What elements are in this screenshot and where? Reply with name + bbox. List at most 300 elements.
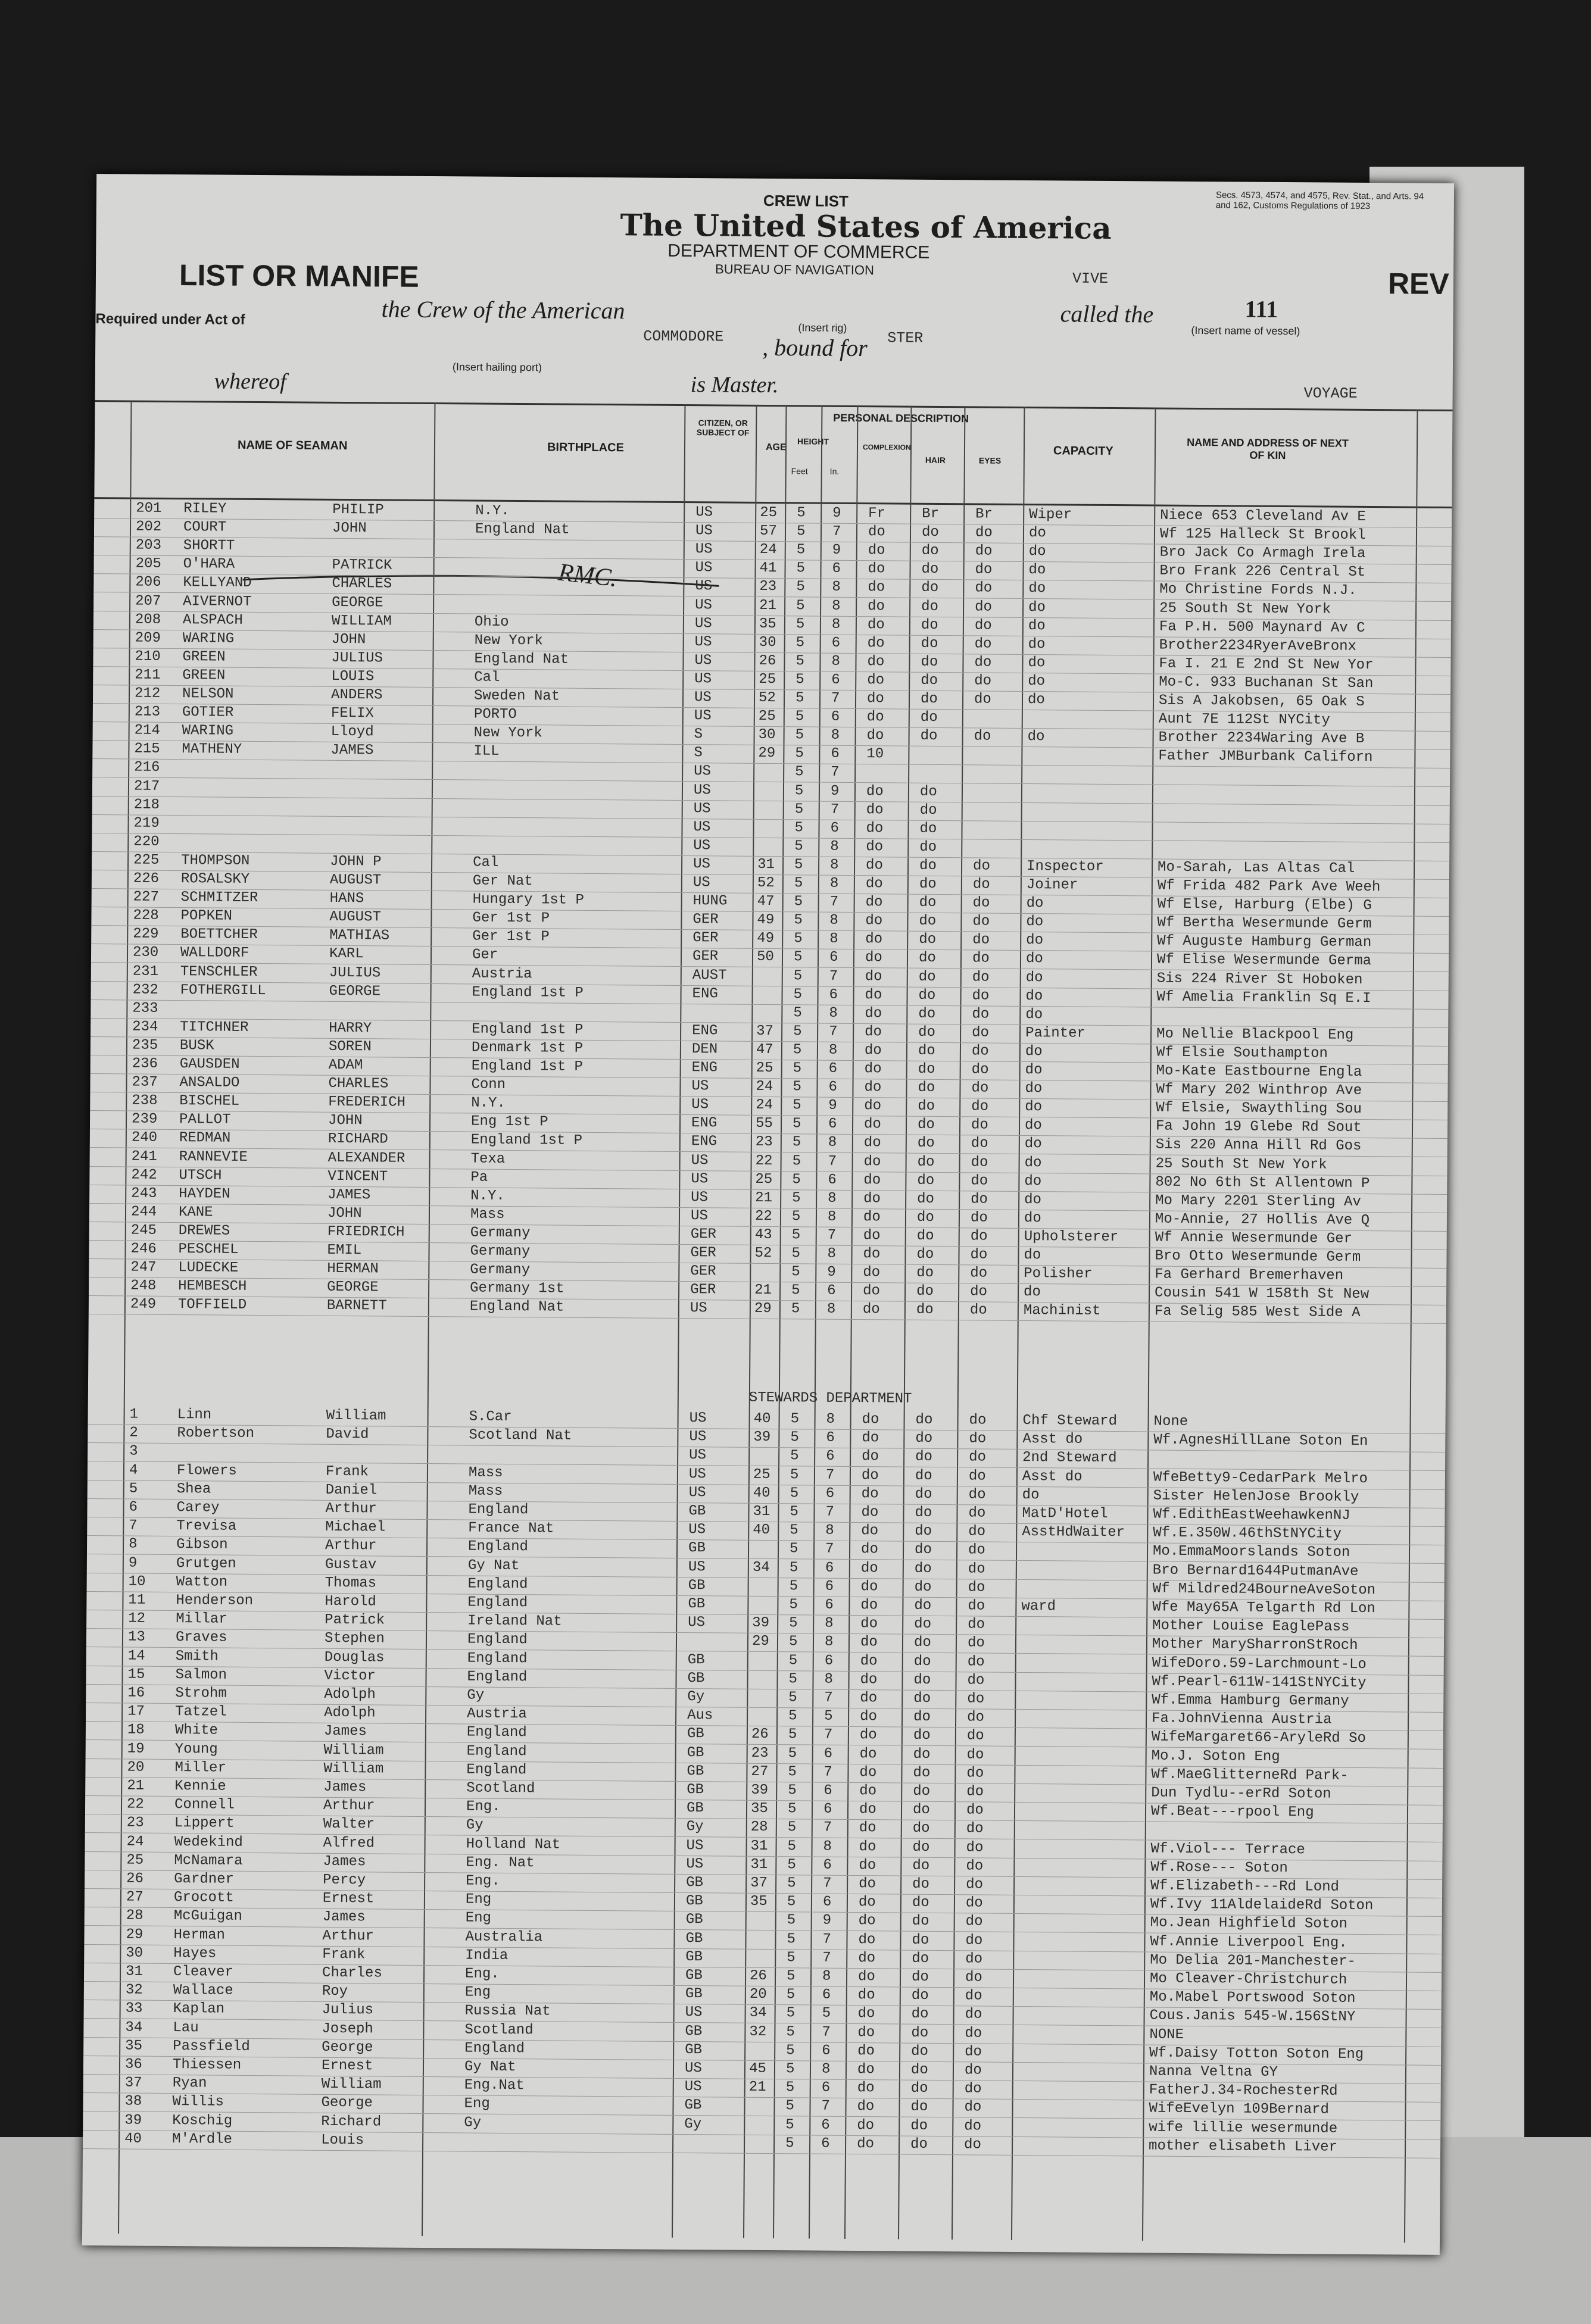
- cell-no: 4: [129, 1462, 138, 1479]
- cell-eyes: do: [968, 1505, 986, 1522]
- cell-ft: 5: [785, 2135, 794, 2152]
- cell-cit: US: [691, 1078, 709, 1095]
- cell-cit: GER: [690, 1245, 716, 1261]
- cell-age: 55: [755, 1116, 773, 1132]
- cell-no: 13: [127, 1629, 145, 1646]
- cell-ft: 5: [796, 616, 805, 632]
- cell-hair: do: [915, 1523, 932, 1540]
- cell-eyes: do: [964, 2081, 982, 2097]
- cell-in: 6: [828, 1172, 837, 1188]
- cell-hair: do: [919, 932, 937, 948]
- cell-in: 7: [829, 968, 838, 985]
- cell-last: SCHMITZER: [180, 889, 258, 907]
- cell-comp: do: [864, 1042, 882, 1059]
- cell-hair: do: [914, 1579, 932, 1595]
- cell-hair: do: [913, 1783, 931, 1800]
- cell-cit: US: [693, 782, 711, 798]
- cell-eyes: do: [974, 673, 992, 689]
- cell-kin: Wf.Pearl-611W-141StNYCity: [1152, 1673, 1367, 1691]
- cell-eyes: do: [965, 1932, 983, 1949]
- bureau: BUREAU OF NAVIGATION: [715, 261, 875, 278]
- cell-last: Kennie: [174, 1778, 226, 1795]
- cell-ft: 5: [796, 653, 804, 670]
- cell-cap: Asst do: [1022, 1468, 1082, 1485]
- cell-eyes: do: [975, 580, 993, 596]
- cell-hair: do: [918, 1098, 935, 1115]
- cell-in: 8: [827, 1245, 837, 1262]
- cell-ft: 5: [788, 1633, 798, 1650]
- cell-cap: do: [1024, 1284, 1041, 1301]
- cell-no: 24: [126, 1833, 144, 1850]
- cell-age: 23: [751, 1745, 769, 1761]
- cell-eyes: do: [971, 1117, 988, 1133]
- cell-eyes: do: [966, 1802, 984, 1819]
- cell-age: 35: [750, 1801, 768, 1817]
- cell-first: FELIX: [330, 705, 374, 722]
- cell-comp: do: [859, 1820, 876, 1836]
- cell-comp: do: [866, 727, 884, 744]
- cell-comp: do: [857, 2080, 875, 2097]
- cell-comp: do: [868, 579, 885, 596]
- cell-comp: do: [859, 1838, 876, 1855]
- cell-cap: do: [1026, 914, 1044, 930]
- cell-hair: do: [916, 1227, 934, 1244]
- cell-no: 239: [131, 1111, 158, 1128]
- cell-birth: Scotland: [466, 1780, 535, 1797]
- cell-eyes: do: [968, 1616, 985, 1633]
- cell-birth: ILL: [473, 743, 500, 760]
- cell-age: 29: [758, 745, 776, 762]
- cell-last: Wedekind: [174, 1833, 243, 1851]
- table-header: [94, 400, 1452, 508]
- cell-in: 8: [824, 1671, 834, 1688]
- cell-ft: 5: [794, 912, 803, 929]
- cell-first: William: [323, 1760, 384, 1778]
- cell-eyes: do: [965, 1969, 982, 1986]
- cell-hair: do: [916, 1283, 934, 1300]
- cell-no: 40: [124, 2131, 142, 2147]
- cell-birth: Eng.Nat: [464, 2077, 525, 2094]
- cell-in: 7: [828, 1153, 837, 1170]
- cell-last: NELSON: [182, 686, 234, 702]
- cell-birth: Australia: [465, 1929, 543, 1945]
- cell-no: 231: [132, 963, 159, 980]
- cell-comp: do: [863, 1227, 881, 1244]
- cell-cap: MatD'Hotel: [1022, 1505, 1108, 1522]
- cell-birth: New York: [474, 632, 544, 649]
- cell-in: 6: [821, 2117, 830, 2134]
- cell-kin: Wf.Daisy Totton Soton Eng: [1149, 2045, 1364, 2063]
- cell-hair: do: [919, 876, 937, 892]
- cell-hair: do: [920, 709, 938, 726]
- cell-birth: England: [466, 1743, 527, 1760]
- cell-cit: US: [685, 2004, 703, 2021]
- cell-no: 17: [127, 1703, 145, 1720]
- cell-no: 12: [128, 1610, 146, 1627]
- cell-ft: 5: [794, 838, 803, 855]
- cell-comp: do: [859, 1783, 877, 1800]
- cell-birth: Germany: [470, 1225, 531, 1242]
- cell-comp: do: [863, 1153, 881, 1170]
- cell-cit: GB: [685, 1986, 703, 2003]
- cell-comp: do: [863, 1283, 881, 1300]
- cell-last: SHORTT: [183, 538, 235, 554]
- cell-cit: GB: [688, 1577, 706, 1594]
- cell-eyes: do: [965, 1913, 983, 1930]
- cell-comp: do: [858, 1913, 876, 1929]
- cell-kin: Mother Louise EaglePass: [1152, 1617, 1350, 1636]
- cell-comp: do: [866, 709, 884, 726]
- cell-no: 14: [127, 1648, 145, 1664]
- cell-cit: US: [694, 633, 712, 651]
- cell-comp: do: [860, 1578, 878, 1595]
- cell-comp: do: [857, 2042, 875, 2060]
- cell-age: 32: [749, 2023, 767, 2040]
- cell-age: 35: [750, 1894, 768, 1910]
- cell-no: 244: [130, 1204, 157, 1220]
- cell-in: 6: [828, 1116, 837, 1133]
- cell-first: AUGUST: [329, 909, 381, 926]
- cell-cit: GER: [690, 1282, 716, 1298]
- cell-in: 6: [829, 986, 838, 1003]
- cell-cap: do: [1025, 1062, 1043, 1079]
- cell-comp: do: [858, 1894, 876, 1911]
- cell-in: 6: [827, 1282, 836, 1299]
- cell-age: 39: [751, 1782, 769, 1799]
- cell-first: Gustav: [325, 1556, 377, 1573]
- cell-no: 218: [133, 796, 160, 813]
- cell-no: 8: [129, 1536, 138, 1553]
- cell-age: 40: [753, 1485, 770, 1501]
- cell-first: JOHN P: [330, 853, 382, 870]
- cell-cit: US: [684, 2079, 702, 2095]
- cell-first: Percy: [323, 1872, 366, 1889]
- cell-kin: 802 No 6th St Allentown P: [1155, 1174, 1370, 1192]
- cell-in: 7: [822, 2024, 831, 2041]
- cell-first: CHARLES: [328, 1075, 389, 1092]
- cell-cap: do: [1025, 951, 1043, 967]
- cell-ft: 5: [786, 1968, 796, 1985]
- cell-kin: Brother2234RyerAveBronx: [1159, 637, 1357, 655]
- cell-in: 7: [825, 1541, 834, 1558]
- cell-eyes: do: [966, 1820, 984, 1837]
- cell-birth: S.Car: [469, 1408, 512, 1426]
- cell-hair: do: [918, 1061, 935, 1077]
- cell-eyes: do: [968, 1598, 985, 1614]
- cell-in: 8: [830, 857, 839, 873]
- cell-no: 211: [135, 667, 161, 683]
- cell-birth: England: [467, 1631, 528, 1648]
- cell-cap: do: [1024, 1210, 1041, 1226]
- col-eyes: EYES: [978, 455, 1002, 466]
- cell-first: PATRICK: [332, 557, 392, 574]
- voyage-label: VOYAGE: [1303, 385, 1358, 402]
- cell-hair: do: [919, 839, 937, 855]
- cell-cit: GB: [688, 1596, 706, 1613]
- cell-in: 8: [831, 727, 840, 744]
- col-height: HEIGHT: [797, 436, 829, 446]
- cell-last: Willis: [172, 2094, 224, 2111]
- cell-cit: US: [689, 1410, 707, 1427]
- cell-no: 208: [135, 611, 161, 628]
- country-title: The United States of America: [620, 207, 1112, 246]
- cell-kin: Wf Mildred24BourneAveSoton: [1152, 1580, 1376, 1598]
- cell-last: HAYDEN: [179, 1185, 230, 1202]
- cell-in: 8: [822, 1968, 831, 1985]
- cell-in: 6: [828, 1079, 837, 1095]
- cell-ft: 5: [790, 1448, 799, 1464]
- cell-in: 8: [826, 1411, 835, 1427]
- cell-first: BARNETT: [326, 1298, 387, 1314]
- cell-last: WARING: [182, 630, 235, 647]
- cell-age: 25: [753, 1466, 770, 1483]
- cell-cit: Gy: [686, 1819, 704, 1835]
- cell-last: Tatzel: [175, 1704, 227, 1720]
- cell-kin: Wf Elise Wesermunde Germa: [1156, 951, 1372, 970]
- cell-kin: Mo.J. Soton Eng: [1151, 1748, 1280, 1765]
- cell-last: Koschig: [172, 2112, 233, 2129]
- cell-comp: do: [866, 838, 884, 855]
- cell-no: 203: [135, 537, 162, 554]
- cell-hair: do: [912, 1820, 930, 1837]
- cell-first: WILLIAM: [331, 613, 392, 630]
- cell-first: William: [323, 1742, 384, 1759]
- cell-in: 8: [830, 838, 839, 855]
- cell-cit: GB: [686, 1875, 704, 1891]
- cell-eyes: do: [972, 895, 990, 911]
- cell-cit: US: [691, 1170, 709, 1187]
- cell-in: 9: [830, 783, 840, 799]
- cell-ft: 5: [794, 782, 804, 799]
- cell-first: Thomas: [325, 1575, 377, 1592]
- cell-cit: US: [690, 1300, 707, 1317]
- cell-ft: 5: [787, 1801, 797, 1817]
- cell-kin: Mo-Annie, 27 Hollis Ave Q: [1155, 1211, 1370, 1229]
- cell-last: Robertson: [177, 1425, 255, 1442]
- cell-last: GREEN: [182, 667, 226, 684]
- col-citizen: CITIZEN, OR SUBJECT OF: [696, 418, 750, 438]
- cell-comp: do: [860, 1708, 878, 1725]
- cell-cap: do: [1022, 1486, 1040, 1503]
- cell-kin: Mo Mary 2201 Sterling Av: [1155, 1192, 1361, 1210]
- col-complexion: COMPLEXION: [862, 443, 911, 452]
- cell-in: 7: [821, 2098, 831, 2115]
- cell-first: JOHN: [331, 631, 366, 648]
- cell-comp: do: [864, 1079, 882, 1096]
- cell-comp: do: [865, 949, 882, 966]
- cell-cit: GER: [692, 948, 719, 965]
- cell-hair: do: [910, 2099, 928, 2116]
- cell-cit: GB: [687, 1782, 704, 1798]
- cell-ft: 5: [791, 1245, 801, 1262]
- cell-ft: 5: [788, 1689, 797, 1706]
- cell-birth: England 1st P: [471, 1058, 584, 1075]
- cell-cit: US: [688, 1522, 706, 1538]
- cell-first: SOREN: [328, 1038, 372, 1055]
- cell-first: George: [322, 2039, 373, 2056]
- cell-comp: do: [862, 1430, 879, 1447]
- cell-in: 6: [825, 1485, 835, 1502]
- cell-kin: Wf Elsie Southampton: [1156, 1044, 1328, 1062]
- cell-age: 50: [756, 949, 774, 966]
- cell-eyes: do: [967, 1653, 985, 1670]
- cell-in: 7: [825, 1467, 835, 1483]
- cell-cit: ENG: [692, 1022, 718, 1039]
- cell-age: 22: [755, 1152, 773, 1169]
- cell-in: 6: [831, 708, 840, 725]
- cell-cap: ward: [1021, 1598, 1056, 1615]
- cell-in: 5: [822, 2006, 831, 2022]
- cell-cit: US: [688, 1558, 706, 1575]
- cell-hair: do: [913, 1728, 931, 1744]
- cell-birth: Eng: [464, 2095, 490, 2113]
- cell-no: 10: [128, 1573, 146, 1590]
- col-kin: NAME AND ADDRESS OF NEXT OF KIN: [1187, 436, 1349, 462]
- cell-birth: New York: [473, 724, 542, 742]
- cell-no: 217: [133, 778, 160, 795]
- cell-no: 34: [125, 2019, 143, 2036]
- cell-hair: do: [916, 1264, 934, 1282]
- cell-in: 6: [826, 1429, 835, 1446]
- cell-first: Walter: [323, 1816, 375, 1833]
- cell-hair: do: [910, 2080, 928, 2097]
- cell-comp: do: [860, 1616, 878, 1632]
- cell-first: AUGUST: [329, 872, 382, 889]
- cell-eyes: do: [972, 950, 990, 967]
- cell-comp: do: [863, 1264, 881, 1281]
- insert-vessel-note: (Insert name of vessel): [1191, 324, 1300, 338]
- cell-in: 9: [827, 1264, 836, 1280]
- cell-comp: do: [866, 783, 884, 799]
- cell-ft: 5: [794, 801, 804, 817]
- cell-kin: Aunt 7E 112St NYCity: [1158, 711, 1330, 729]
- cell-hair: do: [921, 524, 939, 541]
- cell-cit: Gy: [687, 1689, 705, 1705]
- cell-first: Frank: [325, 1463, 369, 1480]
- cell-cap: Chf Steward: [1022, 1412, 1118, 1430]
- cell-cit: GER: [690, 1263, 716, 1280]
- cell-birth: Gy: [466, 1817, 483, 1834]
- cell-cap: Joiner: [1026, 877, 1078, 894]
- cell-cit: US: [694, 708, 712, 724]
- cell-comp: do: [860, 1597, 878, 1614]
- cell-comp: Fr: [868, 505, 886, 522]
- cell-first: Daniel: [325, 1482, 378, 1499]
- cell-in: 7: [823, 1764, 832, 1781]
- cell-cap: do: [1028, 673, 1046, 690]
- cell-cap: do: [1024, 1247, 1041, 1264]
- cell-no: 249: [130, 1296, 157, 1313]
- cell-last: Lippert: [174, 1815, 235, 1832]
- cell-last: BOETTCHER: [180, 926, 258, 944]
- cell-in: 7: [823, 1820, 832, 1836]
- cell-birth: N.Y.: [471, 1095, 506, 1112]
- cell-birth: Austria: [472, 966, 532, 982]
- cell-last: Grocott: [173, 1889, 234, 1906]
- cell-ft: 5: [786, 2042, 795, 2059]
- cell-no: 214: [134, 722, 160, 739]
- called-the-label: called the: [1060, 300, 1154, 328]
- manifest-title: LIST OR MANIFE: [179, 258, 419, 293]
- cell-last: THOMPSON: [181, 852, 250, 869]
- cell-no: 39: [124, 2112, 142, 2129]
- cell-first: Louis: [321, 2132, 364, 2149]
- cell-cit: AUST: [692, 967, 727, 984]
- cell-in: 8: [829, 931, 838, 948]
- cell-cit: GB: [685, 1948, 703, 1966]
- cell-cit: US: [695, 596, 713, 613]
- cell-age: 52: [757, 874, 775, 892]
- cell-no: 29: [126, 1926, 143, 1943]
- cell-last: ANSALDO: [179, 1074, 240, 1091]
- cell-no: 220: [133, 833, 160, 850]
- cell-no: 230: [132, 944, 159, 961]
- cell-ft: 5: [788, 1726, 797, 1743]
- cell-age: 26: [749, 1967, 767, 1985]
- cell-last: Strohm: [175, 1685, 227, 1702]
- cell-cit: US: [691, 1189, 709, 1205]
- cell-kin: Wf Bertha Wesermunde Germ: [1157, 914, 1372, 933]
- cell-in: 7: [825, 1504, 835, 1520]
- cell-comp: do: [860, 1690, 878, 1707]
- cell-comp: do: [868, 561, 885, 577]
- cell-last: RANNEVIE: [179, 1148, 248, 1166]
- cell-kin: Wf Annie Wesermunde Ger: [1155, 1229, 1353, 1247]
- cell-in: 6: [825, 1578, 834, 1595]
- cell-first: David: [326, 1426, 369, 1443]
- cell-eyes: do: [975, 524, 993, 541]
- cell-first: VINCENT: [327, 1168, 388, 1185]
- cell-hair: do: [912, 1950, 929, 1967]
- cell-comp: do: [867, 616, 885, 633]
- cell-eyes: do: [965, 1951, 983, 1967]
- cell-in: 7: [831, 764, 840, 781]
- cell-comp: do: [863, 1246, 881, 1263]
- cell-age: 24: [756, 1097, 773, 1114]
- cell-hair: do: [913, 1764, 931, 1781]
- cell-age: 29: [754, 1301, 772, 1317]
- cell-in: 8: [832, 598, 841, 614]
- cell-birth: Hungary 1st P: [472, 891, 585, 908]
- cell-in: 7: [822, 1931, 832, 1948]
- cell-first: EMIL: [327, 1242, 362, 1259]
- cell-no: 241: [131, 1148, 157, 1165]
- cell-kin: Mo.Jean Highfield Soton: [1150, 1914, 1348, 1933]
- cell-birth: Germany: [470, 1261, 531, 1279]
- cell-kin: Fa I. 21 E 2nd St New Yor: [1159, 655, 1374, 673]
- cell-hair: do: [915, 1486, 932, 1503]
- cell-kin: None: [1153, 1413, 1188, 1430]
- cell-eyes: do: [972, 1024, 990, 1041]
- cell-kin: Brother 2234Waring Ave B: [1158, 729, 1365, 748]
- cell-comp: do: [862, 1301, 880, 1318]
- cell-cit: US: [684, 2060, 702, 2077]
- cell-cap: Asst do: [1022, 1431, 1083, 1448]
- cell-birth: England 1st P: [472, 1021, 584, 1038]
- cell-cit: GB: [687, 1763, 704, 1780]
- cell-kin: Sister HelenJose Brookly: [1153, 1488, 1359, 1505]
- cell-eyes: do: [964, 2099, 982, 2116]
- cell-first: KARL: [329, 946, 364, 963]
- cell-comp: do: [860, 1671, 878, 1688]
- cell-last: GOTIER: [182, 704, 234, 721]
- cell-cap: do: [1025, 1080, 1043, 1097]
- cell-last: Grutgen: [176, 1555, 236, 1572]
- cell-last: KANE: [178, 1204, 213, 1221]
- cell-first: Alfred: [323, 1835, 375, 1852]
- cell-age: 21: [759, 597, 777, 614]
- cell-birth: England: [466, 1761, 527, 1778]
